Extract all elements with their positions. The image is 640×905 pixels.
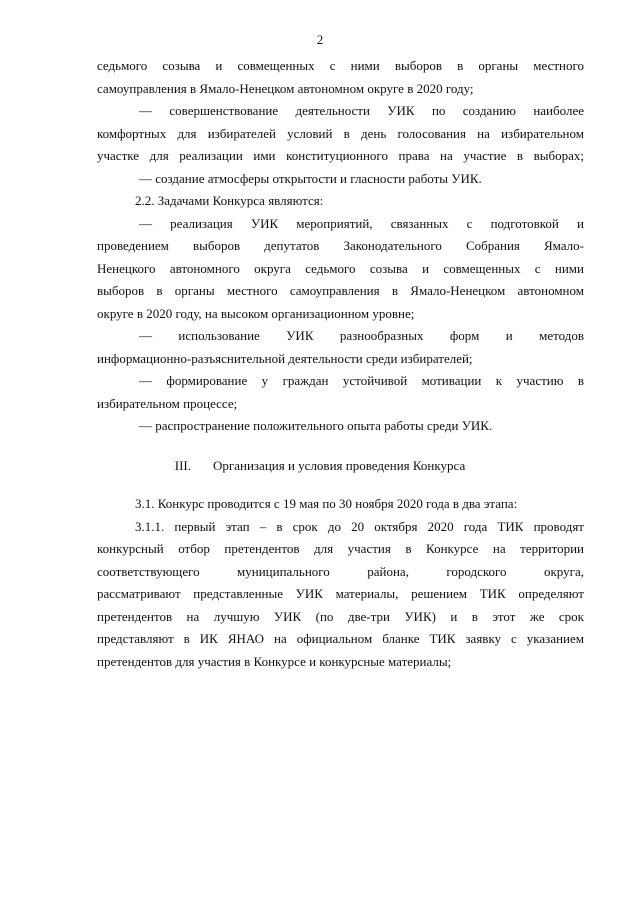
text-line: — реализация УИК мероприятий, связанных с подготовкой и	[139, 215, 584, 231]
text-line: участке для реализации ими конституционного права на участие в выборах;	[97, 148, 584, 163]
text-line: выборов в органы местного самоуправления в Ямало-Ненецком автономном	[97, 283, 584, 298]
text-line: — использование УИК разнообразных форм и методов	[139, 328, 584, 343]
text-line: 3.1. Конкурс проводится с 19 мая по 30 ноября 2020 года в два этапа:	[135, 496, 518, 511]
section-number: III.	[174, 458, 192, 473]
text-line: представляют в ИК ЯНАО на официальном бланке ТИК заявку с указанием	[97, 631, 584, 646]
text-line: — совершенствование деятельности УИК по созданию наиболее	[139, 103, 584, 118]
text-line: конкурсный отбор претендентов для участия в Конкурсе на территории	[97, 541, 584, 556]
text-line: проведением выборов депутатов Законодательного Собрания Ямало-	[97, 238, 584, 253]
text-line: 3.1.1. первый этап – в срок до 20 октября 2020 года ТИК проводят	[135, 518, 584, 534]
text-line: претендентов на лучшую УИК (по две-три УИК) и в этот же срок	[97, 608, 584, 624]
text-line: информационно-разъяснительной деятельности среди избирателей;	[97, 350, 473, 366]
text-line: — формирование у граждан устойчивой мотивации к участию в	[139, 373, 584, 388]
text-line: 2.2. Задачами Конкурса являются:	[135, 193, 324, 208]
page-number: 2	[316, 32, 324, 47]
text-line: Ненецкого автономного округа седьмого созыва и совмещенных с ними	[97, 260, 584, 276]
text-line: рассматривают представленные УИК материалы, решением ТИК определяют	[97, 586, 584, 601]
text-line: самоуправления в Ямало-Ненецком автономном округе в 2020 году;	[97, 80, 474, 96]
text-line: избирательном процессе;	[97, 395, 238, 411]
text-line: — распространение положительного опыта работы среди УИК.	[139, 418, 493, 433]
section-3-text	[97, 493, 584, 673]
text-line: — создание атмосферы открытости и гласности работы УИК.	[139, 170, 482, 186]
section-title: Организация и условия проведения Конкурса	[213, 458, 466, 473]
text-line: претендентов для участия в Конкурсе и конкурсные материалы;	[97, 653, 452, 669]
text-line: седьмого созыва и совмещенных с ними выборов в органы местного	[97, 58, 584, 73]
text-line: округе в 2020 году, на высоком организационном уровне;	[97, 305, 415, 321]
text-line: соответствующего муниципального района, городского округа,	[97, 563, 584, 579]
section-2-text	[97, 55, 584, 438]
section-3-heading	[0, 458, 640, 474]
text-line: комфортных для избирателей условий в день голосования на избирательном	[97, 125, 584, 141]
